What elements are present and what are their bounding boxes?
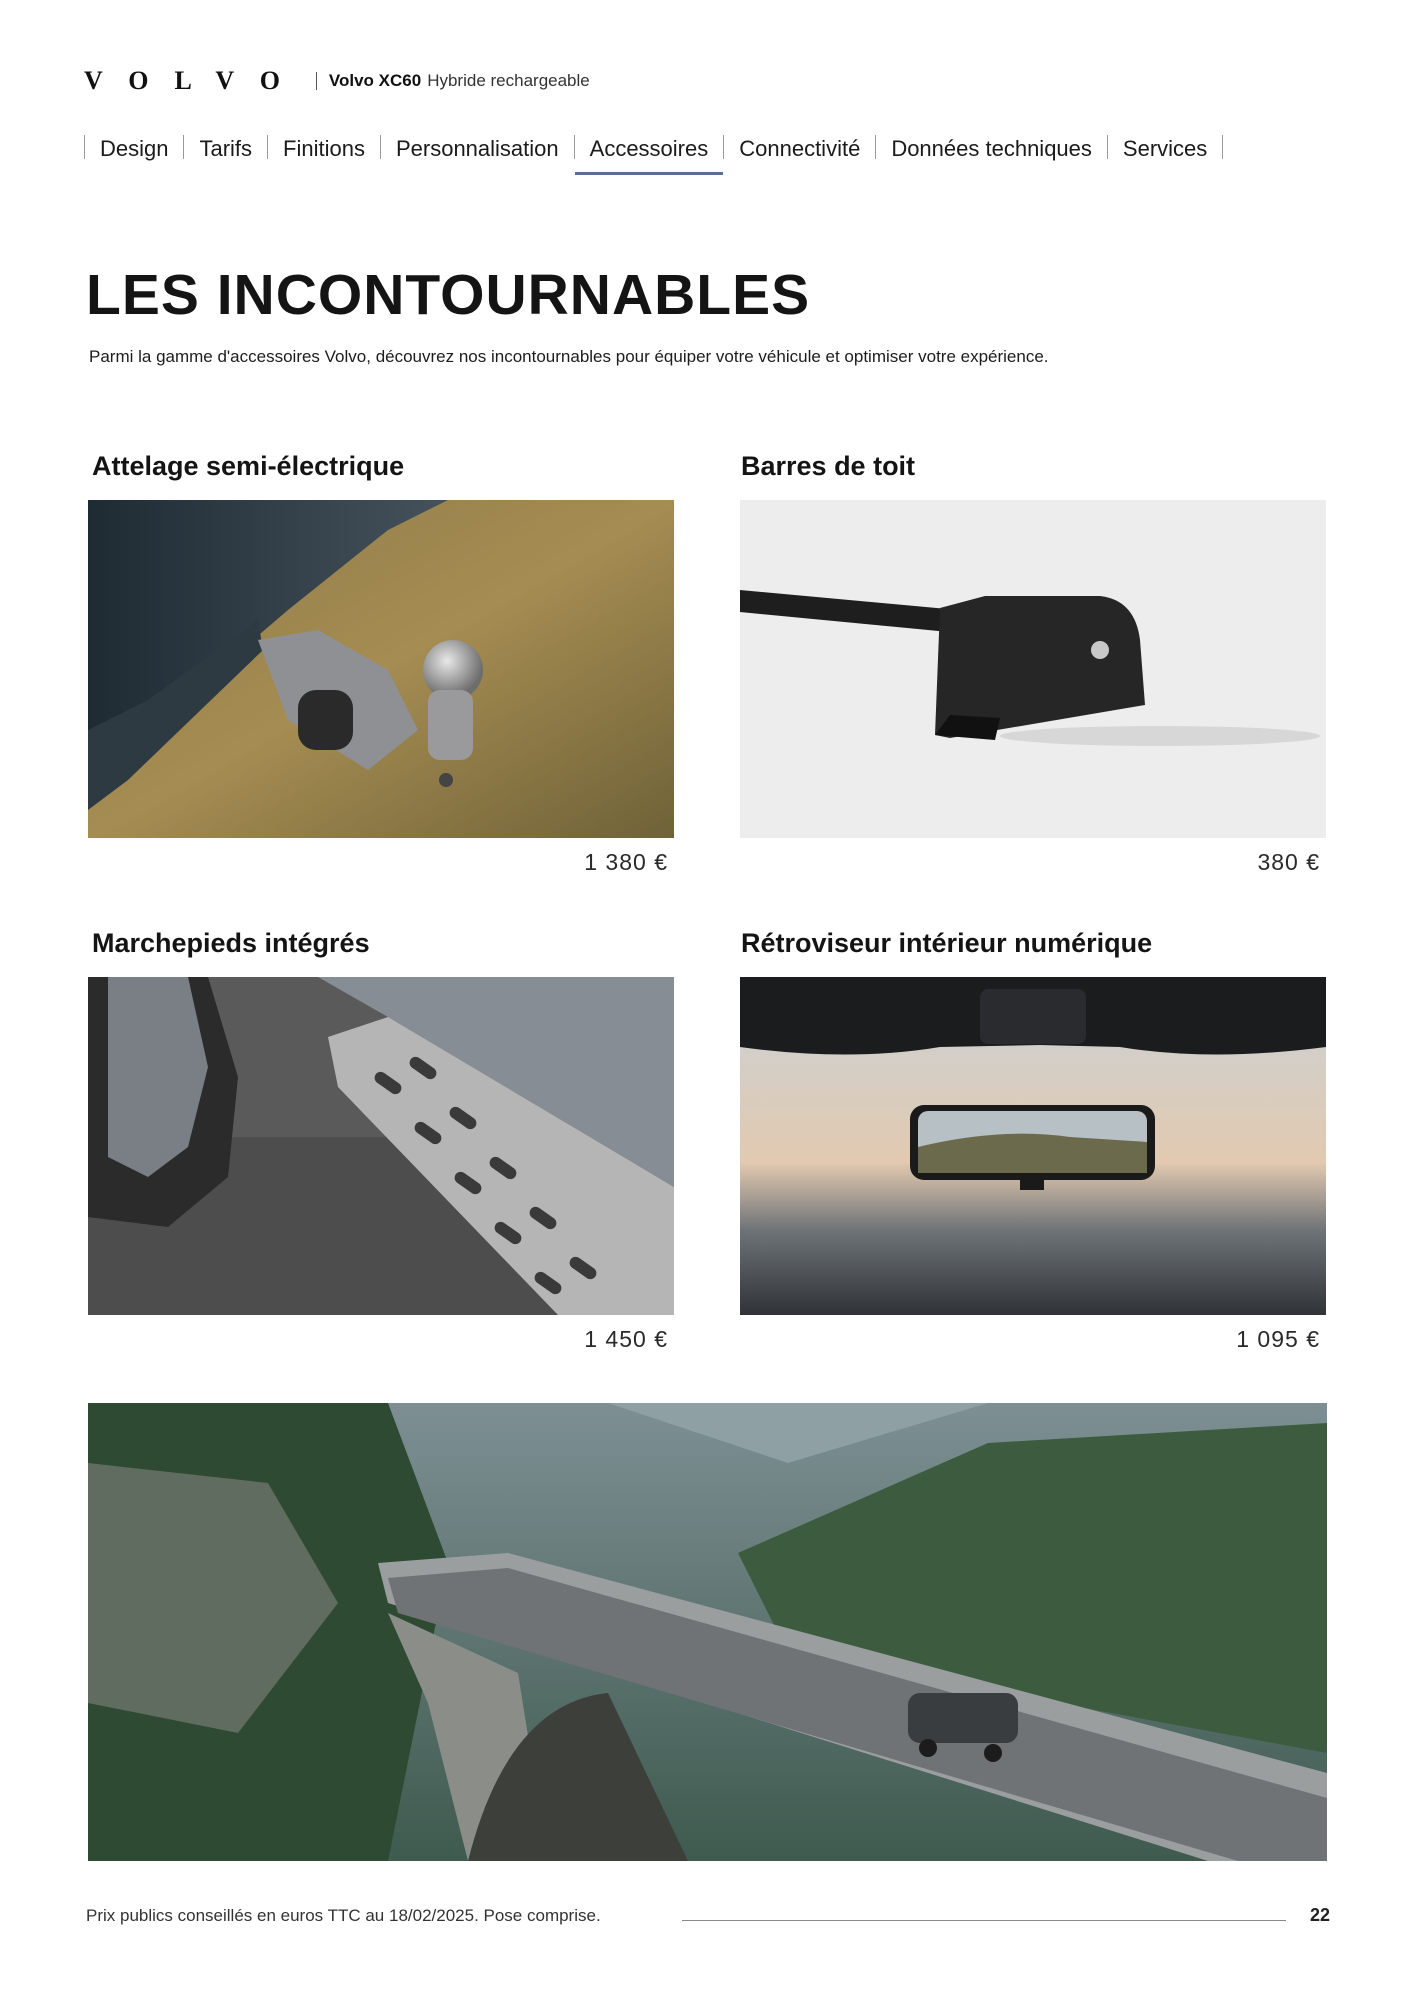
tow-hitch-photo [88,500,674,838]
nav-item-donnees-techniques[interactable]: Données techniques [891,136,1092,161]
brand-separator [316,72,317,90]
nav-item-personnalisation[interactable]: Personnalisation [395,136,559,161]
nav-item-accessoires[interactable]: Accessoires [575,131,724,175]
product-title: Marchepieds intégrés [92,928,370,958]
nav-item-connectivite[interactable]: Connectivité [739,136,861,161]
digital-rear-mirror-photo [740,977,1326,1315]
footer-note: Prix publics conseillés en euros TTC au 18/02/2025. Pose comprise. [86,1906,601,1925]
product-title: Attelage semi-électrique [92,451,405,481]
product-price: 1 380 € [584,849,668,875]
page-title: LES INCONTOURNABLES [86,263,811,327]
model-name: Volvo XC60 [328,71,422,90]
nav-item-design[interactable]: Design [100,136,169,161]
footer-divider [682,1920,1286,1921]
page-number: 22 [1309,1905,1330,1925]
volvo-logo[interactable]: VOLVO [84,66,306,95]
model-variant: Hybride rechargeable [427,71,590,90]
nav-item-services[interactable]: Services [1122,136,1208,161]
intro-text: Parmi la gamme d'accessoires Volvo, découvrez nos incontournables pour équiper votre véhicule et optimiser votre expérience. [89,347,1049,366]
nav-separator [1222,135,1223,159]
running-boards-photo [88,977,674,1315]
product-price: 1 450 € [584,1326,668,1352]
product-title: Rétroviseur intérieur numérique [741,928,1153,958]
roof-bars-photo [740,500,1326,838]
nav-item-tarifs[interactable]: Tarifs [199,136,253,161]
mountain-bridge-photo [88,1403,1327,1861]
brand-header [84,66,590,96]
product-title: Barres de toit [741,451,916,481]
nav-item-finitions[interactable]: Finitions [283,136,365,161]
section-nav [84,131,1330,175]
product-price: 380 € [1257,849,1320,875]
product-price: 1 095 € [1236,1326,1320,1352]
